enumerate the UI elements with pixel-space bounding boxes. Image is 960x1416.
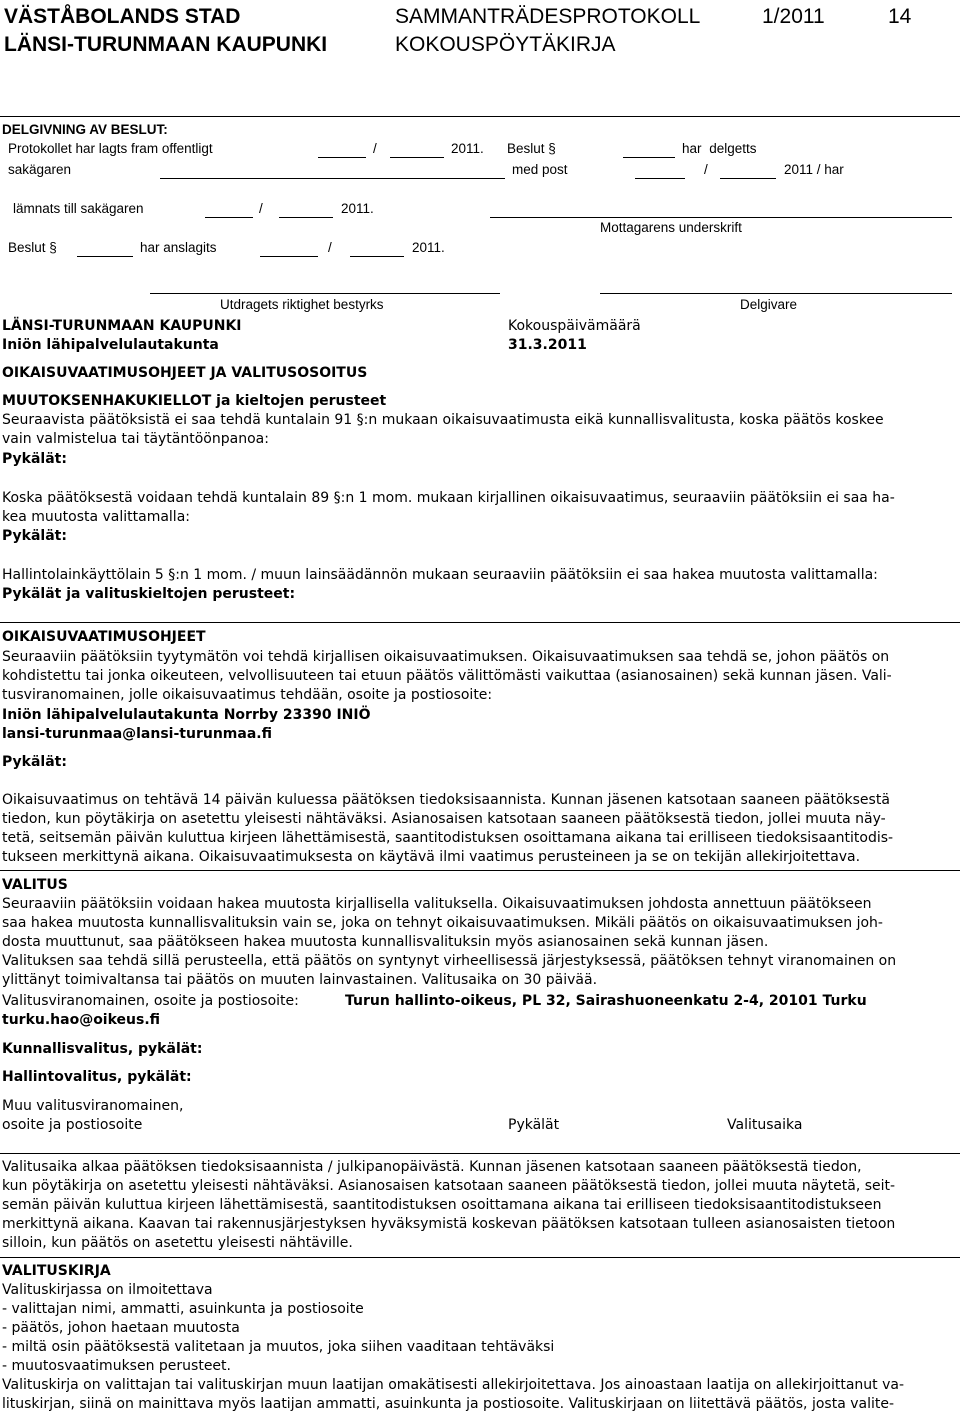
valitus-text: Seuraaviin päätöksiin voidaan hakea muutosta kirjallisella valituksella. Oikaisuvaatimuksen johdosta annettuun päätökseen saa hakea muutosta kunnallisvalituksin vain se, joka on tehnyt oikaisuvaatimuksen. Mikäli päätös on oikaisuvaatimuksen joh- dosta muuttunut, saa päätökseen hakea muutosta kunnallisvalituksin myös asianosainen sekä kunnan jäsen. Valituksen saa tehdä sillä perusteella, että päätös on syntynyt virheellisessä järjestyksessä, päätöksen tehnyt viranomainen on ylittänyt toimivaltansa tai päätös on muuten lainvastainen. Valitusaika on 30 päivää. xyxy=(2,896,897,988)
main-heading: OIKAISUVAATIMUSOHJEET JA VALITUSOSOITUS xyxy=(2,365,368,381)
mottagare-label: Mottagarens underskrift xyxy=(600,220,742,235)
utdrag-label: Utdragets riktighet bestyrks xyxy=(220,297,384,312)
kunnallisvalitus-label: Kunnallisvalitus, pykälät: xyxy=(2,1041,203,1057)
delgivning-row1-text: Protokollet har lagts fram offentligt xyxy=(8,141,213,156)
section-rule xyxy=(0,622,960,623)
valitusviranomainen-label: Valitusviranomainen, osoite ja postiosoite: xyxy=(2,993,299,1009)
oikaisuvaatimus-rule-text: Koska päätöksestä voidaan tehdä kuntalain 89 §:n 1 mom. mukaan kirjallinen oikaisuvaatimus, seuraaviin päätöksiin ei saa ha- kea muutosta valittamalla: xyxy=(2,490,895,525)
valitus-email: turku.hao@oikeus.fi xyxy=(2,1012,161,1028)
section-rule xyxy=(0,1153,960,1154)
valitusaika-text: Valitusaika alkaa päätöksen tiedoksisaannista / julkipanopäivästä. Kunnan jäsenen katsotaan saaneen päätöksestä tiedon, kun pöytäkirja on asetettu yleisesti nähtäväksi. Asianosaisen katsotaan saaneen päätöksestä tiedon, jollei muuta näytetä, seit- semän päivän kuluttua kirjeen lähettämisestä, saantitodistuksen osoittamana aikana tai erilliseen tiedoksisaantitodistukseen merkittynä aikana. Kaavan tai rakennusjärjestyksen hyväksymistä koskevan päätöksen katsotaan tulleen asianosaisten tietoon silloin, kun päätös on asetettu yleisesti nähtäville. xyxy=(2,1159,896,1251)
blank-month xyxy=(390,157,444,158)
section-rule xyxy=(0,1257,960,1258)
protocol-number: 1/2011 xyxy=(762,5,825,28)
anslagits-label: har anslagits xyxy=(140,240,217,255)
col-valitusaika: Valitusaika xyxy=(727,1117,803,1133)
slash: / xyxy=(328,240,332,255)
hallintolaki-text: Hallintolainkäyttölain 5 §:n 1 mom. / muun lainsäädännön mukaan seuraaviin päätöksiin ei saa hakea muutosta valittamalla: xyxy=(2,567,878,583)
delgetts-label: har delgetts xyxy=(682,141,757,156)
valitusviranomainen-value: Turun hallinto-oikeus, PL 32, Sairashuoneenkatu 2-4, 20101 Turku xyxy=(345,993,867,1009)
blank-day xyxy=(205,217,253,218)
signature-line xyxy=(150,293,500,294)
delgivare-label: Delgivare xyxy=(740,297,798,312)
year: 2011. xyxy=(341,201,374,216)
beslut-label: Beslut § xyxy=(8,240,57,255)
slash: / xyxy=(259,201,263,216)
meeting-body: Iniön lähipalvelulautakunta xyxy=(2,337,219,353)
valitus-heading: VALITUS xyxy=(2,877,68,893)
doc-type-fi: KOKOUSPÖYTÄKIRJA xyxy=(395,33,616,56)
section-rule xyxy=(0,870,960,871)
muu-viranomainen-label: Muu valitusviranomainen, xyxy=(2,1098,184,1114)
hallintovalitus-label: Hallintovalitus, pykälät: xyxy=(2,1069,192,1085)
year-har: 2011 / har xyxy=(784,162,844,177)
beslut-label: Beslut § xyxy=(507,141,556,156)
osoite-label: osoite ja postiosoite xyxy=(2,1117,143,1133)
meeting-date-label: Kokouspäivämäärä xyxy=(508,318,641,334)
pykalat-label: Pykälät: xyxy=(2,528,67,544)
lamnats-label: lämnats till sakägaren xyxy=(13,201,144,216)
pykalat-label: Pykälät: xyxy=(2,754,67,770)
muutoksenhaku-text: Seuraavista päätöksistä ei saa tehdä kuntalain 91 §:n mukaan oikaisuvaatimusta eikä kunnallisvalitusta, koska päätös koskee vain valmistelua tai täytäntöönpanoa: xyxy=(2,412,884,447)
section-rule xyxy=(0,116,960,117)
blank-day xyxy=(260,256,318,257)
blank-post-day xyxy=(635,178,685,179)
muutoksenhaku-heading: MUUTOKSENHAKUKIELLOT ja kieltojen perusteet xyxy=(2,393,387,409)
meeting-org: LÄNSI-TURUNMAAN KAUPUNKI xyxy=(2,318,242,334)
blank-month xyxy=(350,256,404,257)
oikaisu-heading: OIKAISUVAATIMUSOHJEET xyxy=(2,629,206,645)
blank-post-month xyxy=(720,178,776,179)
page-number: 14 xyxy=(888,5,912,28)
blank-sakagaren xyxy=(160,178,505,179)
sakagaren-label: sakägaren xyxy=(8,162,72,177)
org-name-fi: LÄNSI-TURUNMAAN KAUPUNKI xyxy=(4,33,328,56)
oikaisu-address: Iniön lähipalvelulautakunta Norrby 23390 INIÖ xyxy=(2,707,371,723)
delgivning-heading: DELGIVNING AV BESLUT: xyxy=(2,122,168,137)
meeting-date: 31.3.2011 xyxy=(508,337,587,353)
year: 2011. xyxy=(412,240,445,255)
blank-day xyxy=(318,157,366,158)
signature-line xyxy=(600,293,952,294)
slash: / xyxy=(373,141,377,156)
col-pykalat: Pykälät xyxy=(508,1117,560,1133)
pykalat-label: Pykälät: xyxy=(2,451,67,467)
year: 2011. xyxy=(451,141,484,156)
blank-paragraph xyxy=(623,157,675,158)
blank-paragraph xyxy=(77,256,133,257)
oikaisu-deadline-text: Oikaisuvaatimus on tehtävä 14 päivän kuluessa päätöksen tiedoksisaannista. Kunnan jäsenen katsotaan saaneen päätöksestä tiedon, kun pöytäkirja on asetettu yleisesti nähtäväksi. Asianosaisen katsotaan saaneen päätöksestä tiedon, jollei muuta näy- tetä, seitsemän päivän kuluttua kirjeen lähettämisestä, saantitodistuksen osoittamana aikana tai erilliseen tiedoksisaantitodis- tukseen merkittynä aikana. Oikaisuvaatimuksesta on käytävä ilmi vaatimus perusteineen ja se on tekijän allekirjoitettava. xyxy=(2,792,894,865)
post-label: med post xyxy=(512,162,568,177)
org-name-sv: VÄSTÅBOLANDS STAD xyxy=(4,5,241,28)
doc-type-sv: SAMMANTRÄDESPROTOKOLL xyxy=(395,5,701,28)
oikaisu-text: Seuraaviin päätöksiin tyytymätön voi tehdä kirjallisen oikaisuvaatimuksen. Oikaisuvaatimuksen saa tehdä se, johon päätös on kohdistettu tai jonka oikeuteen, velvollisuuteen tai etuun päätös välittömästi vaikuttaa (asianosainen) sekä kunnan jäsen. Vali- tusviranomainen, jolle oikaisuvaatimus tehdään, osoite ja postiosoite: xyxy=(2,649,892,703)
signature-line xyxy=(490,217,952,218)
pykalat-kielto-label: Pykälät ja valituskieltojen perusteet: xyxy=(2,586,296,602)
oikaisu-email: lansi-turunmaa@lansi-turunmaa.fi xyxy=(2,726,272,742)
blank-month xyxy=(279,217,333,218)
valituskirja-text: Valituskirjassa on ilmoitettava - valittajan nimi, ammatti, asuinkunta ja postiosoite - päätös, johon haetaan muutosta - miltä osin päätöksestä valitetaan ja muutos, joka siihen vaaditaan tehtäväksi - muutosvaatimuksen perusteet. Valituskirja on valittajan tai valituskirjan muun laatijan omakätisesti allekirjoitettava. Jos ainoastaan laatija on allekirjoittanut va- lituskirjan, siinä on mainittava myös laatijan ammatti, asuinkunta ja postiosoite. Valituskirjaan on liitettävä päätös, josta valite- xyxy=(2,1282,905,1412)
valituskirja-heading: VALITUSKIRJA xyxy=(2,1263,111,1279)
slash: / xyxy=(704,162,708,177)
